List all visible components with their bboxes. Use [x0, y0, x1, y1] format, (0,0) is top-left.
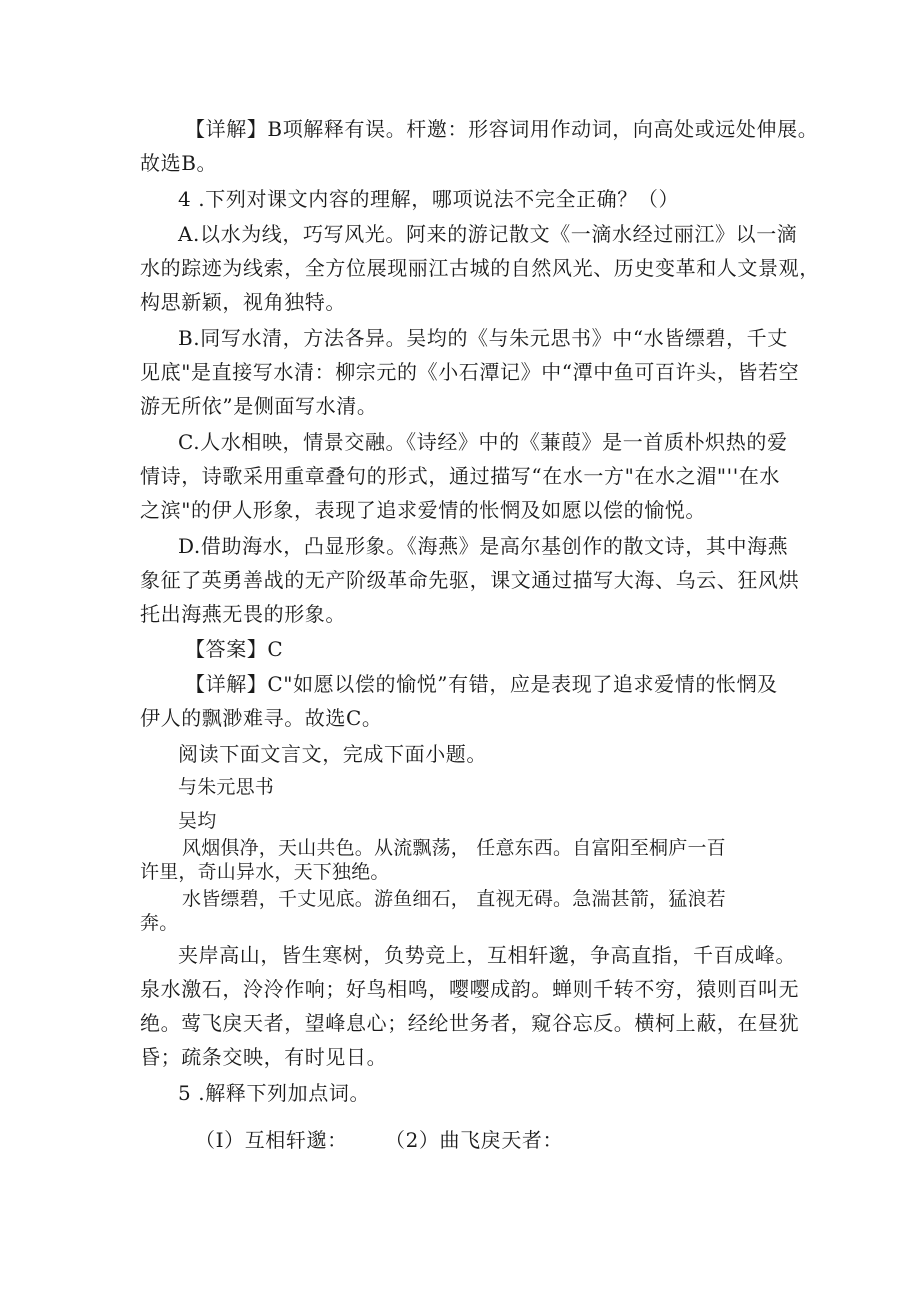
q4-option-c-line-3: 之滨"的伊人形象，表现了追求爱情的怅惘及如愿以偿的愉悦。 [140, 498, 706, 522]
q4-explain-line-1: 【详解】C"如愿以偿的愉悦”有错，应是表现了追求爱情的怅惘及 [185, 672, 778, 696]
passage-para3-line-1: 夹岸高山，皆生寒树，负势竞上，互相轩邈，争高直指，千百成峰。 [178, 943, 796, 967]
q4-option-d-line-3: 托出海燕无畏的形象。 [140, 602, 346, 626]
passage-para1-line-2: 许里，奇山异水，天下独绝。 [140, 861, 390, 883]
passage-para1-line-1: 风烟俱净，天山共色。从流飘荡， 任意东西。自富阳至桐庐一百 [182, 837, 726, 859]
passage-para2-line-1: 水皆缥碧，千丈见底。游鱼细石， 直视无碍。急湍甚箭，猛浪若 [182, 888, 726, 910]
passage-para3-line-3: 绝。莺飞戾天者，望峰息心；经纶世务者，窥谷忘反。横柯上蔽，在昼犹 [140, 1011, 800, 1035]
q4-option-a-line-2: 水的踪迹为线索，全方位展现丽江古城的自然风光、历史变革和人文景观， [140, 256, 820, 280]
q4-option-a-line-1: A.以水为线，巧写风光。阿来的游记散文《一滴水经过丽江》以一滴 [178, 222, 798, 246]
question-4-stem: 4 .下列对课文内容的理解，哪项说法不完全正确？（） [178, 187, 680, 211]
explain-b-line-2: 故选B。 [140, 151, 218, 175]
passage-para3-line-2: 泉水激石，泠泠作响；好鸟相鸣，嘤嘤成韵。蝉则千转不穷，猿则百叫无 [140, 977, 800, 1001]
q4-option-d-line-1: D.借助海水，凸显形象。《海燕》是高尔基创作的散文诗，其中海燕 [178, 534, 789, 558]
q4-option-a-line-3: 构思新颖，视角独特。 [140, 290, 346, 314]
q4-option-b-line-3: 游无所依”是侧面写水清。 [140, 394, 378, 418]
passage-para2-line-2: 奔。 [140, 912, 179, 934]
q4-option-c-line-2: 情诗，诗歌采用重章叠句的形式，通过描写“在水一方"在水之湄"''在水 [140, 464, 781, 488]
q4-option-b-line-1: B.同写水清，方法各异。吴均的《与朱元思书》中“水皆缥碧，千丈 [178, 326, 788, 350]
explain-b-line-1: 【详解】B项解释有误。杆邀：形容词用作动词，向高处或远处伸展。 [185, 117, 819, 141]
q4-option-c-line-1: C.人水相映，情景交融。《诗经》中的《蒹葭》是一首质朴炽热的爱 [178, 430, 788, 454]
q4-option-b-line-2: 见底"是直接写水清：柳宗元的《小石潭记》中“潭中鱼可百许头，皆若空 [140, 360, 800, 384]
q5-item-1: （I）互相轩邈： [195, 1128, 348, 1152]
passage-para3-line-4: 昏；疏条交映，有时见日。 [140, 1045, 388, 1069]
reading-instruction: 阅读下面文言文，完成下面小题。 [178, 742, 487, 766]
passage-title: 与朱元思书 [178, 776, 275, 798]
q4-answer: 【答案】C [185, 637, 284, 661]
question-5-stem: 5 .解释下列加点词。 [178, 1081, 371, 1105]
q4-option-d-line-2: 象征了英勇善战的无产阶级革命先驱，课文通过描写大海、乌云、狂风烘 [140, 568, 800, 592]
passage-author: 吴均 [178, 810, 217, 832]
q4-explain-line-2: 伊人的飘渺难寻。故选C。 [140, 706, 383, 730]
q5-item-2: （2）曲飞戾天者： [385, 1128, 564, 1152]
